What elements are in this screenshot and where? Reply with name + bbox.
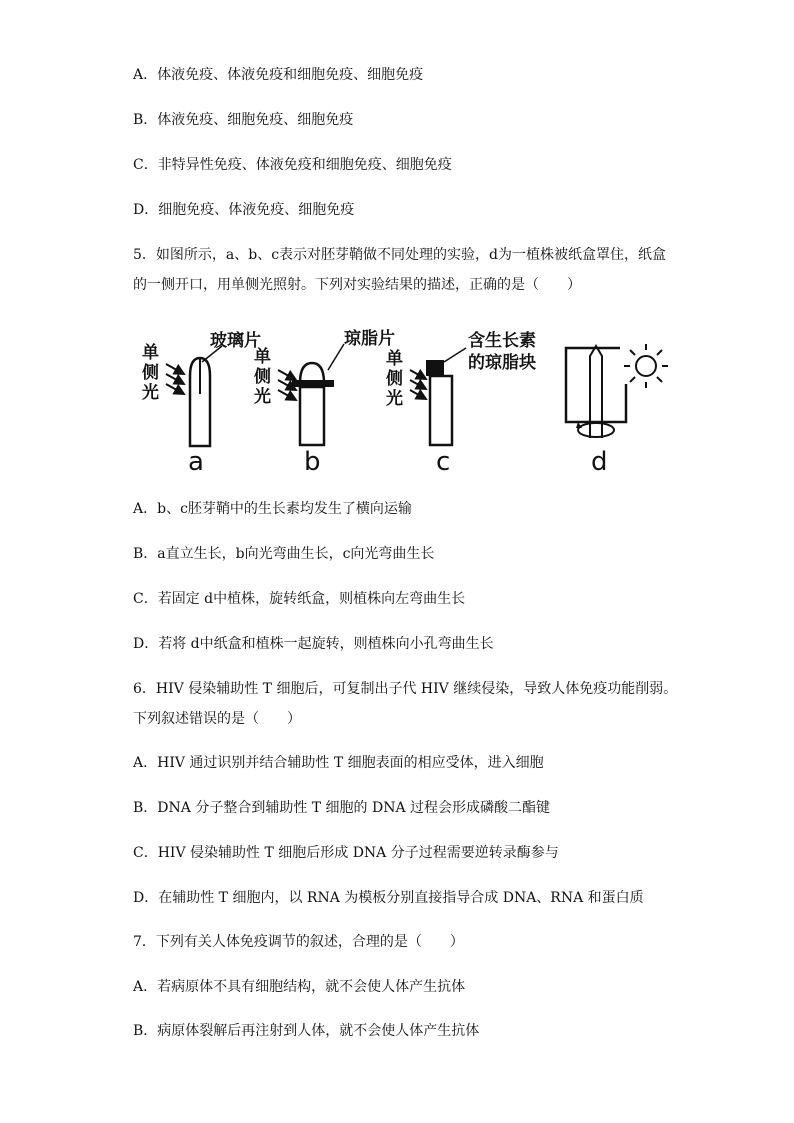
c-light-label-1: 单 <box>386 349 403 369</box>
b-light-label-2: 侧 <box>254 367 271 387</box>
figure-d <box>566 344 668 477</box>
a-light-label-2: 侧 <box>142 363 159 383</box>
sun-icon <box>624 344 668 388</box>
figure-a <box>142 330 261 477</box>
q6-option-b: B．DNA 分子整合到辅助性 T 细胞的 DNA 过程会形成磷酸二酯键 <box>133 800 551 816</box>
q7-stem: 7．下列有关人体免疫调节的叙述，合理的是（ ） <box>133 934 464 950</box>
b-light-label-1: 单 <box>254 347 271 367</box>
q6-option-c: C．HIV 侵染辅助性 T 细胞后形成 DNA 分子过程需要逆转录酶参与 <box>133 845 559 861</box>
q7-option-b: B．病原体裂解后再注射到人体，就不会使人体产生抗体 <box>133 1023 480 1039</box>
label-c: c <box>436 447 451 477</box>
d-box <box>566 348 626 422</box>
label-a: a <box>188 447 204 477</box>
q6-option-d: D．在辅助性 T 细胞内，以 RNA 为模板分别直接指导合成 DNA、RNA 和蛋白质 <box>133 890 644 906</box>
label-b: b <box>304 447 321 477</box>
a-light-arrows <box>166 364 184 394</box>
q5-option-b: B．a直立生长，b向光弯曲生长，c向光弯曲生长 <box>133 546 435 562</box>
c-light-label-2: 侧 <box>386 369 403 389</box>
c-light-arrows <box>410 370 426 399</box>
c-light-label-3: 光 <box>386 389 403 409</box>
b-coleoptile <box>300 387 324 445</box>
c-coleoptile <box>430 376 452 445</box>
c-caption-line2: 的琼脂块 <box>468 353 536 373</box>
b-caption: 琼脂片 <box>344 329 395 349</box>
q5-stem-line2: 的一侧开口，用单侧光照射。下列对实验结果的描述，正确的是（ ） <box>133 277 581 293</box>
q5-option-c: C．若固定 d中植株，旋转纸盒，则植株向左弯曲生长 <box>133 591 466 607</box>
figure-b <box>254 328 395 477</box>
q5-figure <box>130 318 690 478</box>
q5-option-d: D．若将 d中纸盒和植株一起旋转，则植株向小孔弯曲生长 <box>133 636 494 652</box>
q4-option-a: A．体液免疫、体液免疫和细胞免疫、细胞免疫 <box>133 67 424 83</box>
q6-option-a: A．HIV 通过识别并结合辅助性 T 细胞表面的相应受体，进入细胞 <box>133 755 544 771</box>
c-caption-line1: 含生长素 <box>468 331 536 351</box>
q4-option-d: D．细胞免疫、体液免疫、细胞免疫 <box>133 202 355 218</box>
label-d: d <box>591 447 608 477</box>
c-agar-block <box>426 360 444 376</box>
d-plant <box>590 346 602 438</box>
a-light-label-3: 光 <box>142 383 159 403</box>
a-light-label-1: 单 <box>142 343 159 363</box>
q6-stem-line1: 6．HIV 侵染辅助性 T 细胞后，可复制出子代 HIV 继续侵染，导致人体免疫功能削弱。 <box>133 681 678 697</box>
b-light-label-3: 光 <box>254 387 271 407</box>
d-rotation-arrow <box>578 423 614 437</box>
a-caption: 玻璃片 <box>210 331 261 351</box>
q6-stem-line2: 下列叙述错误的是（ ） <box>133 711 301 727</box>
q4-option-c: C．非特异性免疫、体液免疫和细胞免疫、细胞免疫 <box>133 157 452 173</box>
figure-c <box>386 330 536 477</box>
q4-option-b: B．体液免疫、细胞免疫、细胞免疫 <box>133 112 354 128</box>
q5-option-a: A．b、c胚芽鞘中的生长素均发生了横向运输 <box>133 501 412 517</box>
q7-option-a: A．若病原体不具有细胞结构，就不会使人体产生抗体 <box>133 979 466 995</box>
q5-stem-line1: 5．如图所示，a、b、c表示对胚芽鞘做不同处理的实验，d为一植株被纸盒罩住，纸盒 <box>133 247 667 263</box>
